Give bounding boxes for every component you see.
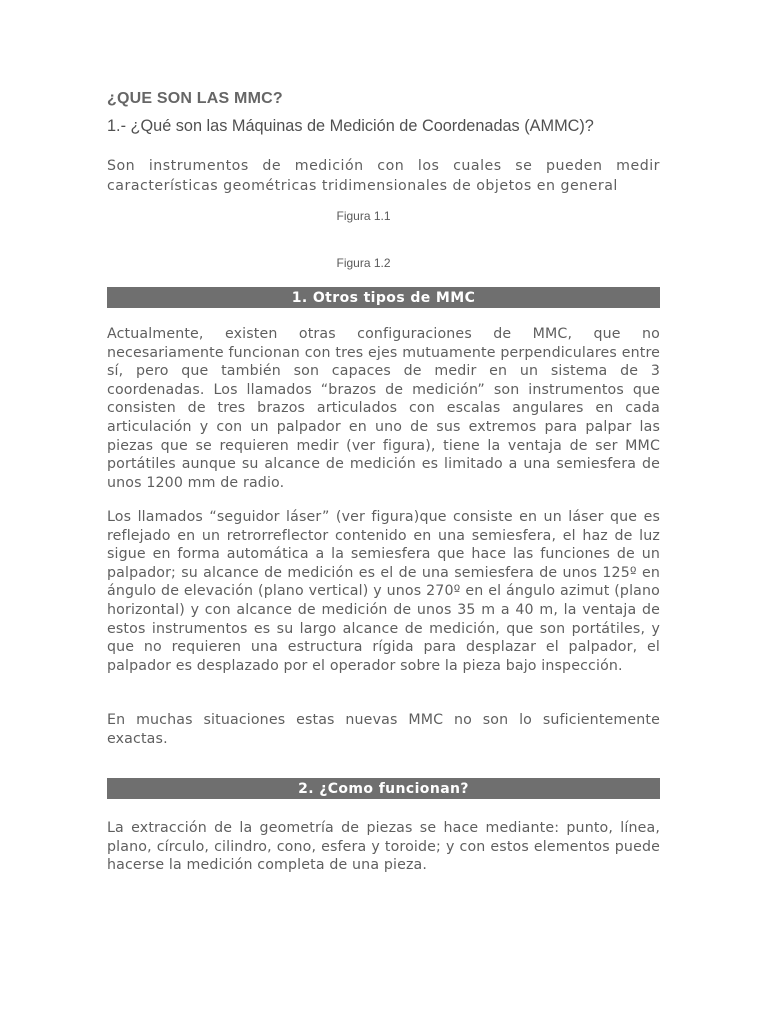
paragraph-exactitud: En muchas situaciones estas nuevas MMC no son lo suficientemente exactas. [107,712,660,747]
section-header-como-funcionan [107,778,660,799]
figure-caption-1-1: Figura 1.1 [336,209,391,223]
paragraph-extraccion-geometria: La extracción de la geometría de piezas se hace mediante: punto, línea, plano, círculo, cilindro, cono, esfera y toroide; y con estos elementos puede hacerse la medición completa de una pieza. [107,820,660,874]
section-title: 1. Otros tipos de MMC [291,289,476,306]
document-title: ¿QUE SON LAS MMC? [107,90,283,107]
figure-caption-1-2: Figura 1.2 [336,256,391,270]
intro-paragraph: Son instrumentos de medición con los cuales se pueden medir características geométricas tridimensionales de objetos en general [107,158,660,194]
document-subtitle: 1.- ¿Qué son las Máquinas de Medición de Coordenadas (AMMC)? [107,117,594,135]
paragraph-brazos-medicion: Actualmente, existen otras configuraciones de MMC, que no necesariamente funcionan con tres ejes mutuamente perpendiculares entre sí, pero que también son capaces de medir en un sistema de 3 coordenadas. Los llamados “brazos de medición” son instrumentos que consisten de tres brazos articulados con escalas angulares en cada articulación y con un palpador en uno de sus extremos para palpar las piezas que se requieren medir (ver figura), tiene la ventaja de ser MMC portátiles aunque su alcance de medición es limitado a una semiesfera de unos 1200 mm de radio. [107,326,660,491]
section-header-otros-tipos [107,287,660,308]
section-title: 2. ¿Como funcionan? [298,780,469,797]
paragraph-seguidor-laser: Los llamados “seguidor láser” (ver figura)que consiste en un láser que es reflejado en un retrorreflector contenido en una semiesfera, el haz de luz sigue en forma automática a la semiesfera que hace las funciones de un palpador; su alcance de medición es el de una semiesfera de unos 125º en ángulo de elevación (plano vertical) y unos 270º en el ángulo azimut (plano horizontal) y con alcance de medición de unos 35 m a 40 m, la ventaja de estos instrumentos es su largo alcance de medición, que son portátiles, y que no requieren una estructura rígida para desplazar el palpador, el palpador es desplazado por el operador sobre la pieza bajo inspección. [107,509,660,674]
